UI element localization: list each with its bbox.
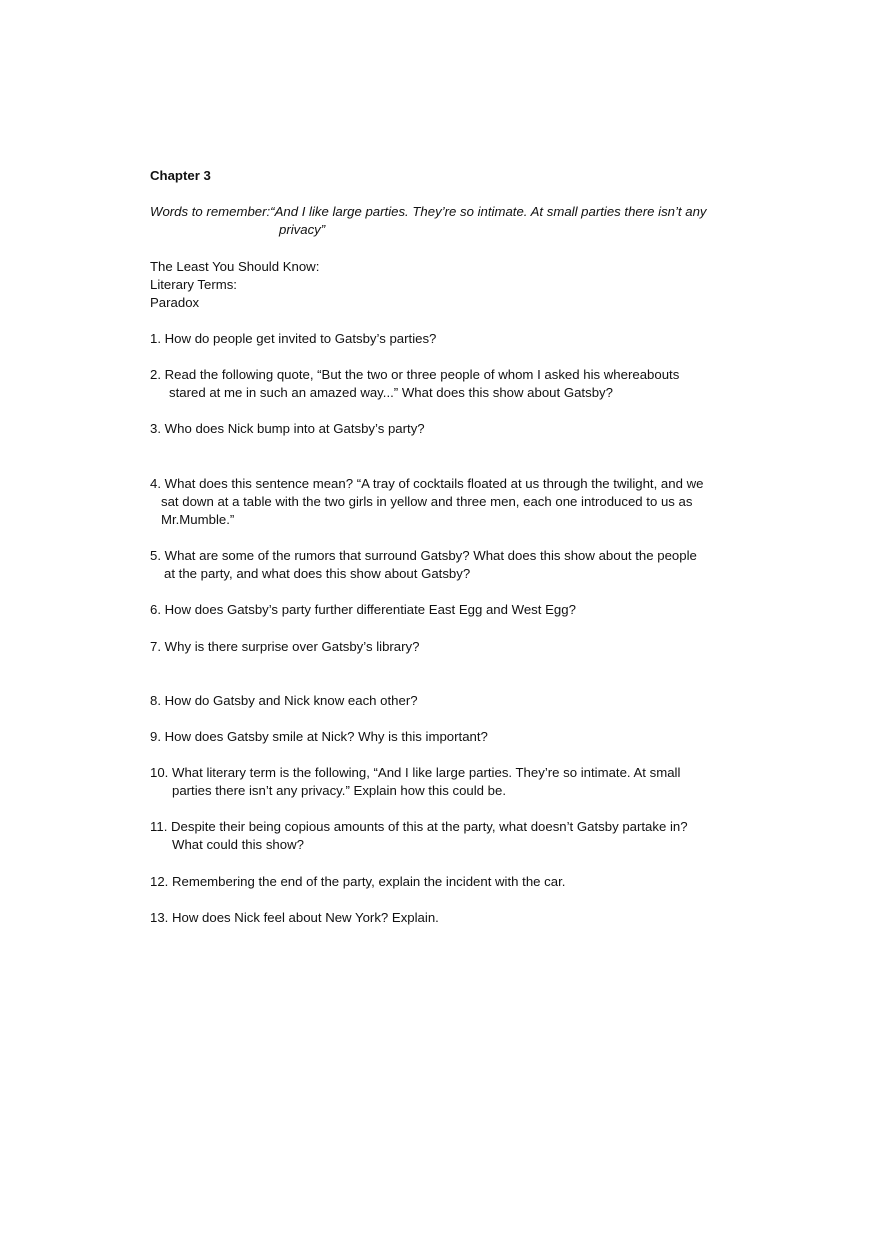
- literary-terms-label: Literary Terms:: [150, 277, 237, 292]
- question-10-line-2: parties there isn’t any privacy.” Explain how this could be.: [172, 783, 507, 798]
- question-13: 13. How does Nick feel about New York? Explain.: [150, 910, 439, 925]
- question-8: 8. How do Gatsby and Nick know each other?: [150, 693, 418, 708]
- question-5-line-1: 5. What are some of the rumors that surround Gatsby? What does this show about the people: [150, 548, 697, 563]
- least-you-should-know-heading: The Least You Should Know:: [150, 259, 320, 274]
- question-4-line-3: Mr.Mumble.”: [161, 512, 235, 527]
- question-6: 6. How does Gatsby’s party further differentiate East Egg and West Egg?: [150, 602, 576, 617]
- words-to-remember-line-1: Words to remember:“And I like large parties. They’re so intimate. At small parties there isn’t any: [150, 204, 707, 219]
- question-12: 12. Remembering the end of the party, explain the incident with the car.: [150, 874, 566, 889]
- question-11-line-1: 11. Despite their being copious amounts of this at the party, what doesn’t Gatsby partake in?: [150, 819, 688, 834]
- question-10-line-1: 10. What literary term is the following, “And I like large parties. They’re so intimate. At small: [150, 765, 681, 780]
- question-7: 7. Why is there surprise over Gatsby’s library?: [150, 639, 420, 654]
- literary-term-paradox: Paradox: [150, 295, 200, 310]
- question-2-line-1: 2. Read the following quote, “But the two or three people of whom I asked his whereabouts: [150, 367, 680, 382]
- chapter-title: Chapter 3: [150, 168, 211, 183]
- question-3: 3. Who does Nick bump into at Gatsby’s party?: [150, 421, 425, 436]
- question-11-line-2: What could this show?: [172, 837, 304, 852]
- question-2-line-2: stared at me in such an amazed way...” What does this show about Gatsby?: [169, 385, 613, 400]
- question-4-line-2: sat down at a table with the two girls in yellow and three men, each one introduced to us as: [161, 494, 693, 509]
- words-to-remember-line-2: privacy”: [279, 222, 326, 237]
- question-5-line-2: at the party, and what does this show about Gatsby?: [164, 566, 471, 581]
- question-9: 9. How does Gatsby smile at Nick? Why is this important?: [150, 729, 488, 744]
- question-4-line-1: 4. What does this sentence mean? “A tray of cocktails floated at us through the twilight, and we: [150, 476, 704, 491]
- question-1: 1. How do people get invited to Gatsby’s parties?: [150, 331, 437, 346]
